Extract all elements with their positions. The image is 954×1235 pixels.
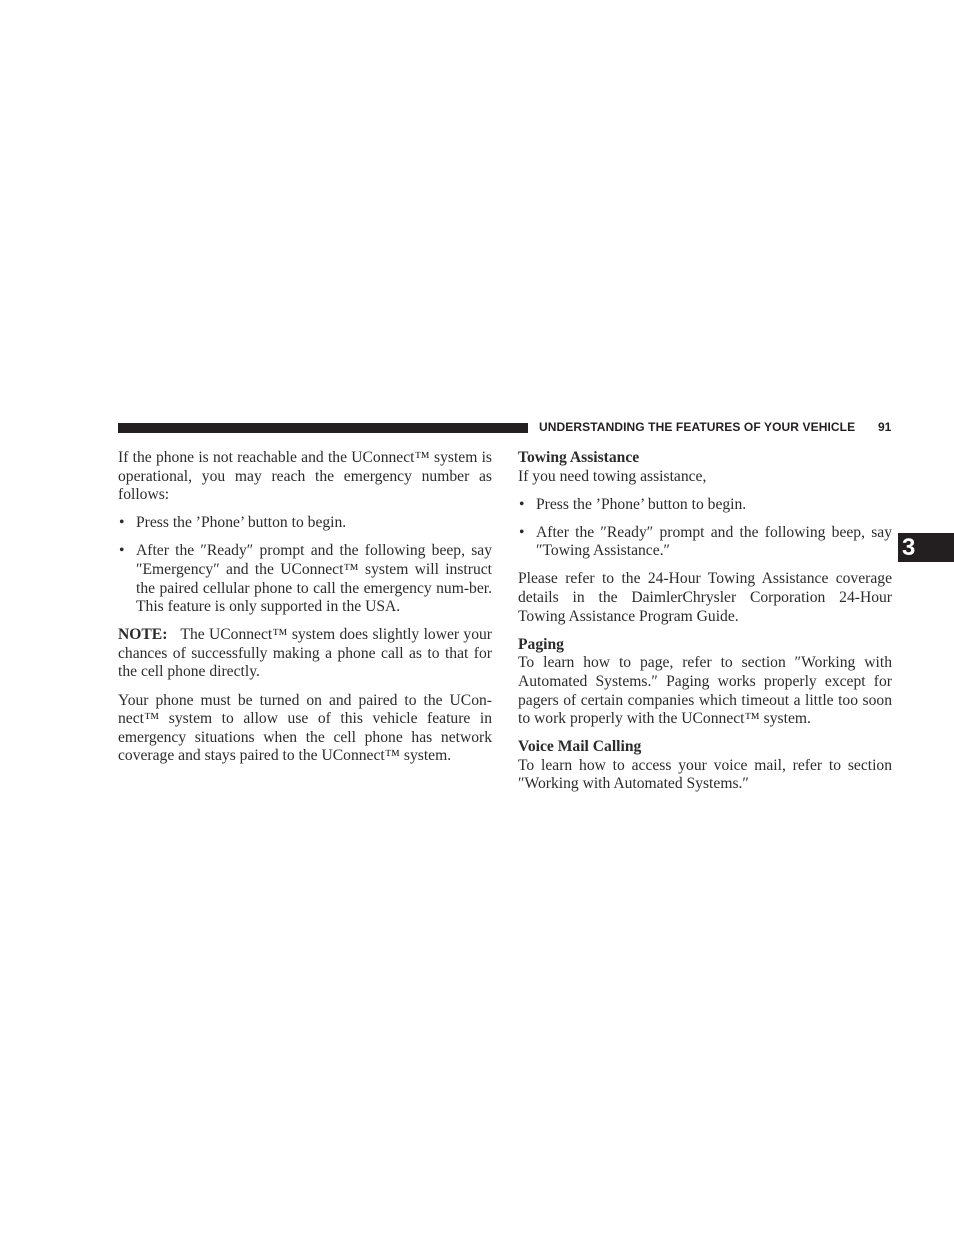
towing-assistance-heading: Towing Assistance <box>518 449 640 466</box>
note-text: The UConnect™ system does slightly lower your chances of successfully making a phone call as to that for the cell phone directly. <box>118 626 492 681</box>
list-item: • Press the ’Phone’ button to begin. <box>119 514 347 532</box>
bullet-icon: • <box>519 495 525 513</box>
left-column <box>118 449 492 775</box>
voice-mail-heading: Voice Mail Calling <box>518 738 642 756</box>
note-label: NOTE: <box>118 626 168 644</box>
chapter-tab: 3 <box>898 533 954 562</box>
note-paragraph <box>118 626 492 682</box>
running-header-title: UNDERSTANDING THE FEATURES OF YOUR VEHICLE <box>539 420 856 434</box>
list-item: • After the ″Ready″ prompt and the following beep, say ″Towing Assistance.″ <box>519 523 892 560</box>
paging-paragraph: To learn how to page, refer to section ″Working with Automated Systems.″ Paging works properly except for pagers of certain companies which timeout a little too soon to work properly with the UConnect™ system. <box>518 654 892 728</box>
towing-intro: If you need towing assistance, <box>518 467 707 485</box>
list-item: • Press the ’Phone’ button to begin. <box>519 495 747 513</box>
emergency-steps-list <box>118 514 492 616</box>
pairing-paragraph: Your phone must be turned on and paired to the UCon-nect™ system to allow use of this vehicle feature in emergency situations when the cell phone has network coverage and stays paired to the UConnect™ system. <box>118 691 492 765</box>
paging-heading: Paging <box>518 635 564 653</box>
list-item: • After the ″Ready″ prompt and the following beep, say ″Emergency″ and the UConnect™ system will instruct the paired cellular phone to call the emergency num-ber. This feature is only supported in the USA. <box>119 542 492 616</box>
bullet-icon: • <box>519 523 525 541</box>
towing-steps-list <box>518 496 892 561</box>
page-number: 91 <box>878 420 892 434</box>
towing-refer-paragraph: Please refer to the 24-Hour Towing Assistance coverage details in the DaimlerChrysler Corporation 24-Hour Towing Assistance Program Guide. <box>518 570 892 625</box>
header-rule <box>118 423 528 433</box>
voice-mail-paragraph: To learn how to access your voice mail, refer to section ″Working with Automated Systems.″ <box>518 756 892 793</box>
bullet-icon: • <box>119 514 125 532</box>
right-column <box>518 449 892 804</box>
bullet-icon: • <box>119 542 125 560</box>
emergency-intro: If the phone is not reachable and the UConnect™ system is operational, you may reach the emergency number as follows: <box>118 449 492 504</box>
